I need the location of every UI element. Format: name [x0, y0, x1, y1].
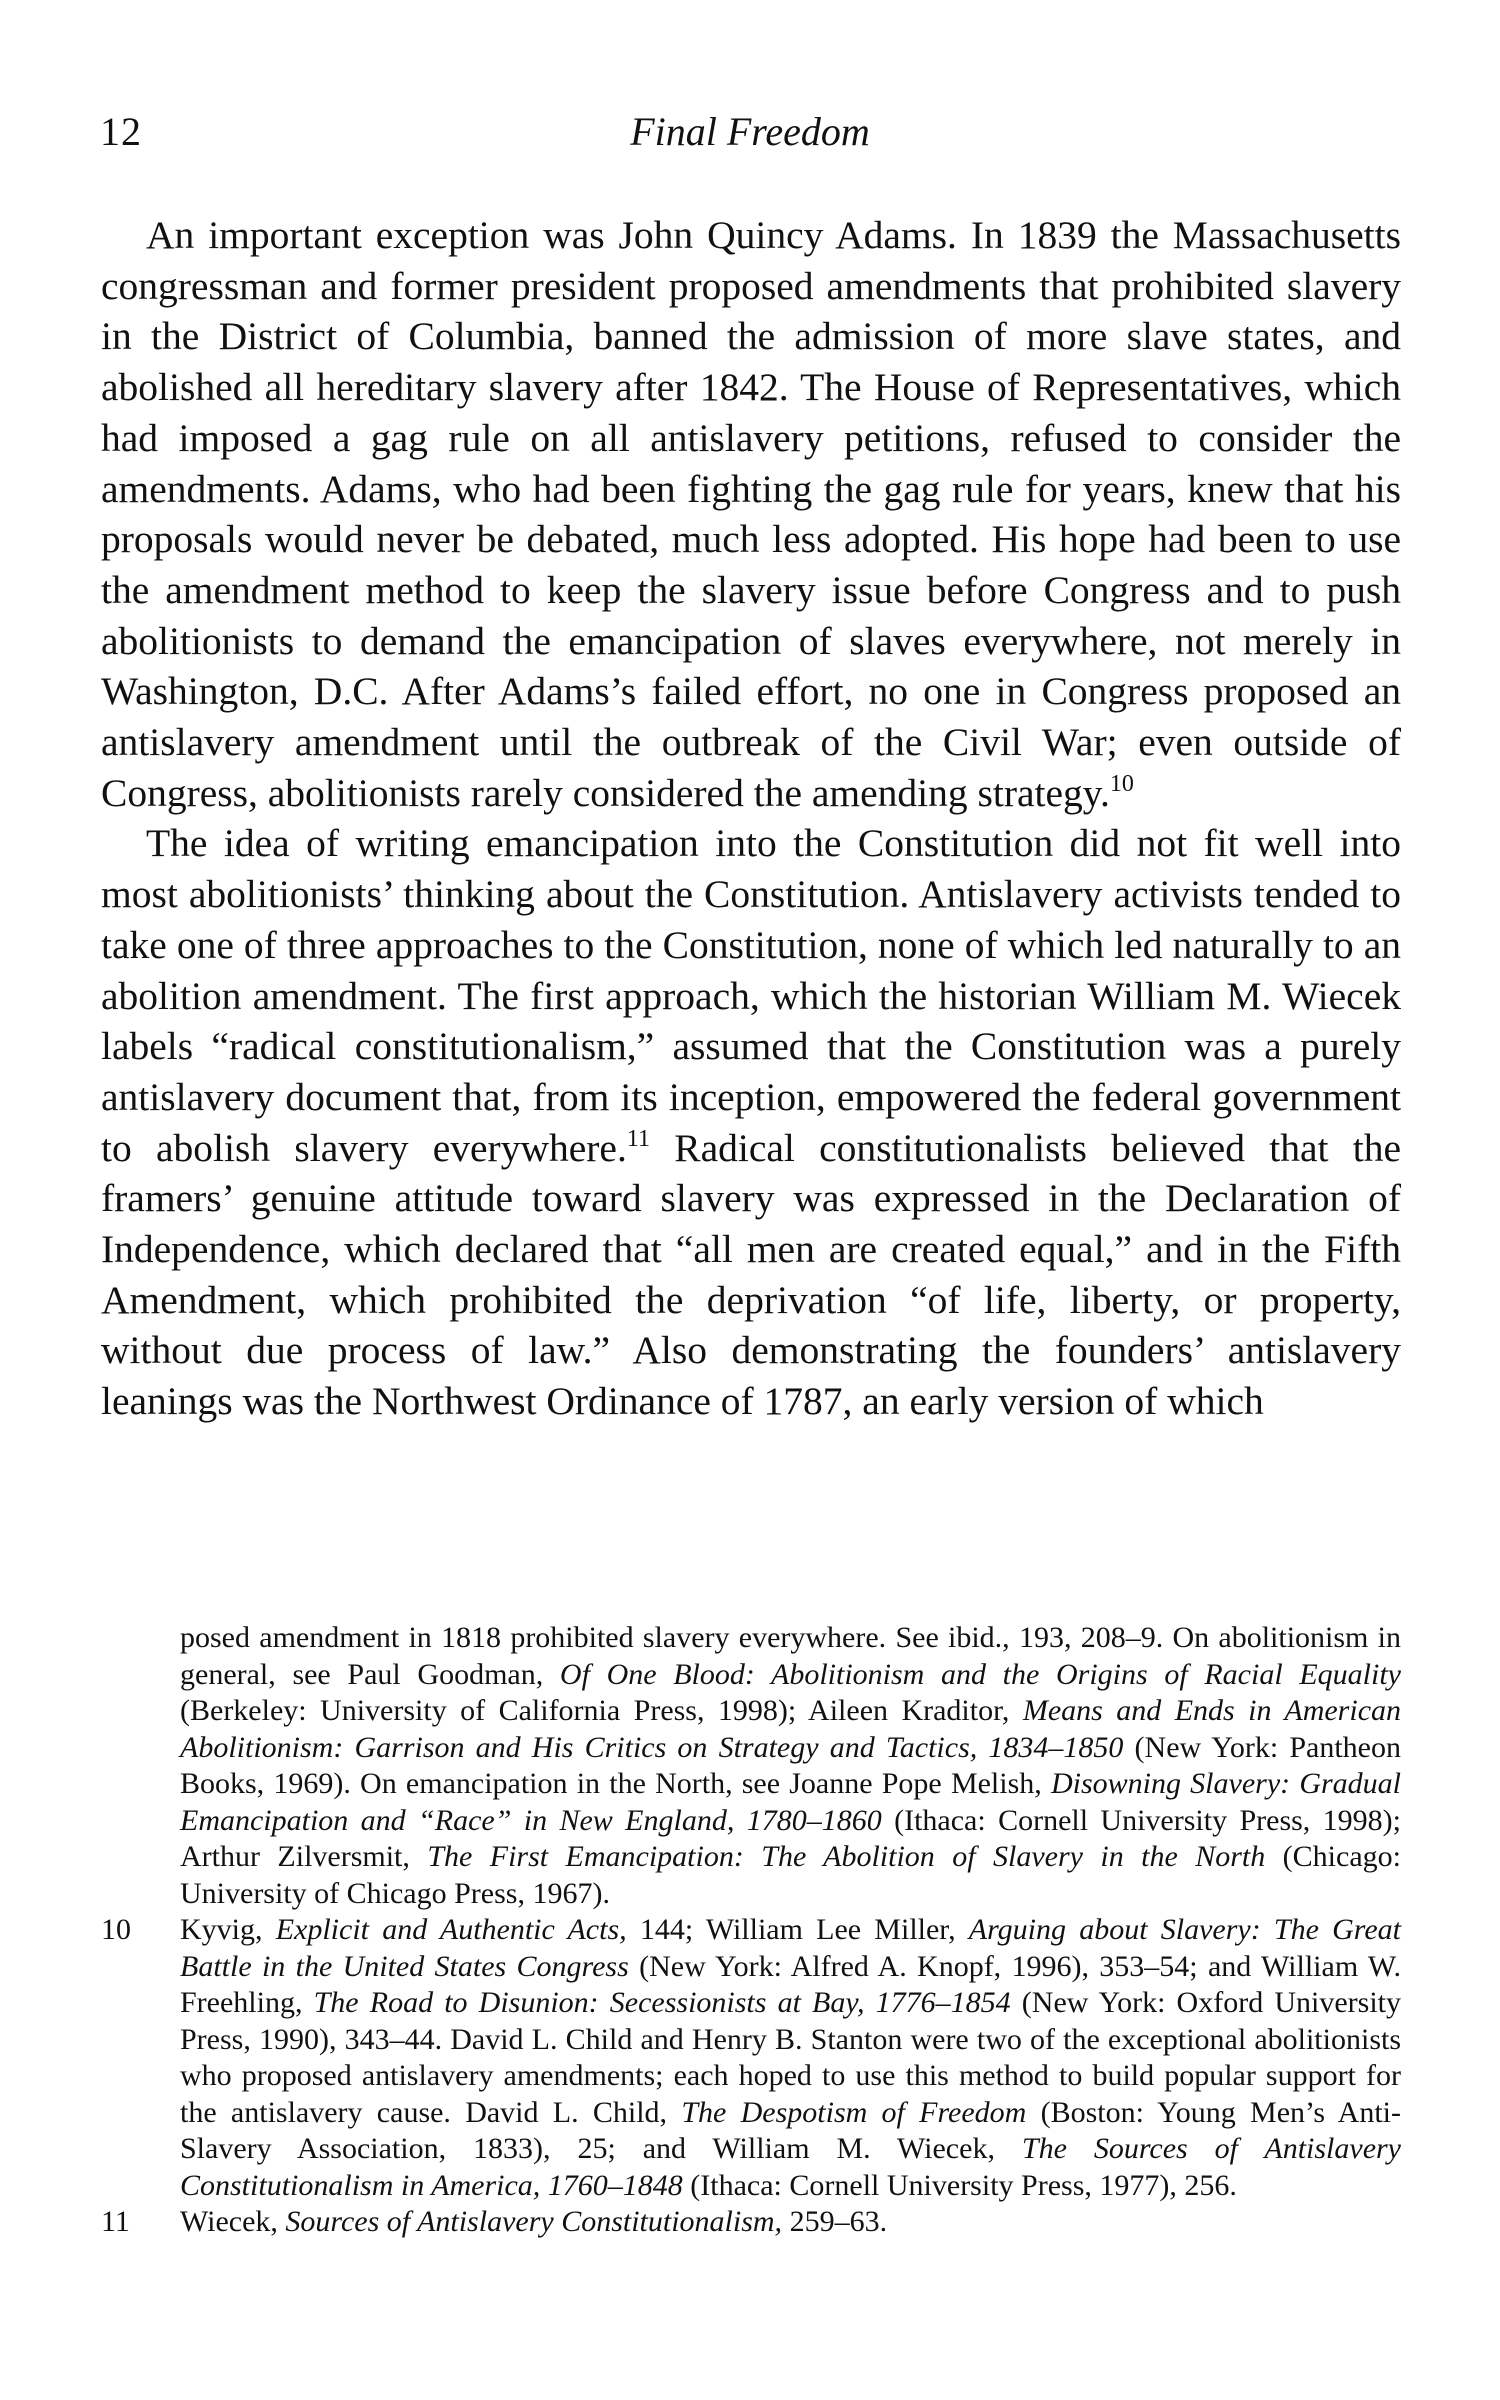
- running-title: Final Freedom: [630, 109, 870, 154]
- paragraph-text: The idea of writing emancipation into the Constitution did not fit well into most abolitionists’ thinking about the Constitution. Antislavery activists tended to take one of three approaches to the Constitution, none of which led naturally to an abolition amendment. The first approach, which the historian William M. Wiecek labels “radical constitutionalism,” assumed that the Constitution was a purely antislavery document that, from its inception, empowered the federal government to abolish slavery everywhere.: [101, 821, 1401, 1170]
- paragraph-text: An important exception was John Quincy Adams. In 1839 the Massachusetts congressman and former president proposed amendments that prohibited slavery in the District of Columbia, banned the admission of more slave states, and abolished all hereditary slavery after 1842. The House of Representatives, which had imposed a gag rule on all antislavery petitions, refused to consider the amendments. Adams, who had been fighting the gag rule for years, knew that his proposals would never be debated, much less adopted. His hope had been to use the amendment method to keep the slavery issue before Congress and to push abolitionists to demand the emancipation of slaves everywhere, not merely in Washington, D.C. After Adams’s failed effort, no one in Congress proposed an antislavery amendment until the outbreak of the Civil War; even outside of Congress, abolitionists rarely considered the amending strategy.: [101, 213, 1401, 815]
- footnote-number: 10: [101, 1913, 131, 1946]
- footnotes: [101, 1620, 1401, 2241]
- footnote-continued: posed amendment in 1818 prohibited slavery everywhere. See ibid., 193, 208–9. On abolitionism in general, see Paul Goodman, Of One Blood: Abolitionism and the Origins of Racial Equality (Berkeley: University of California Press, 1998); Aileen Kraditor, Means and Ends in American Abolitionism: Garrison and His Critics on Strategy and Tactics, 1834–1850 (New York: Pantheon Books, 1969). On emancipation in the North, see Joanne Pope Melish, Disowning Slavery: Gradual Emancipation and “Race” in New England, 1780–1860 (Ithaca: Cornell University Press, 1998); Arthur Zilversmit, The First Emancipation: The Abolition of Slavery in the North (Chicago: University of Chicago Press, 1967).: [180, 1621, 1402, 1910]
- running-header: [100, 108, 1400, 178]
- footnote-reference: 11: [626, 1125, 650, 1152]
- body-paragraph: [101, 210, 1401, 818]
- footnote-reference: 10: [1109, 770, 1134, 797]
- footnote-10: 10 Kyvig, Explicit and Authentic Acts, 144; William Lee Miller, Arguing about Slavery: The Great Battle in the United States Congress (New York: Alfred A. Knopf, 1996), 353–54; and William W. Freehling, The Road to Disunion: Secessionists at Bay, 1776–1854 (New York: Oxford University Press, 1990), 343–44. David L. Child and Henry B. Stanton were two of the exceptional abolitionists who proposed antislavery amendments; each hoped to use this method to build popular support for the antislavery cause. David L. Child, The Despotism of Freedom (Boston: Young Men’s Anti-Slavery Association, 1833), 25; and William M. Wiecek, The Sources of Antislavery Constitutionalism in America, 1760–1848 (Ithaca: Cornell University Press, 1977), 256.: [101, 1913, 1401, 2202]
- footnote-11: 11 Wiecek, Sources of Antislavery Constitutionalism, 259–63.: [101, 2204, 1401, 2241]
- main-text: [101, 210, 1401, 1427]
- body-paragraph: [101, 818, 1401, 1426]
- page-number: 12: [100, 109, 142, 154]
- footnote-number: 11: [101, 2205, 130, 2238]
- paragraph-text: Radical constitutionalists believed that the framers’ genuine attitude toward slavery was expressed in the Declaration of Independence, which declared that “all men are created equal,” and in the Fifth Amendment, which prohibited the deprivation “of life, liberty, or property, without due process of law.” Also demonstrating the founders’ antislavery leanings was the Northwest Ordinance of 1787, an early version of which: [101, 1125, 1401, 1424]
